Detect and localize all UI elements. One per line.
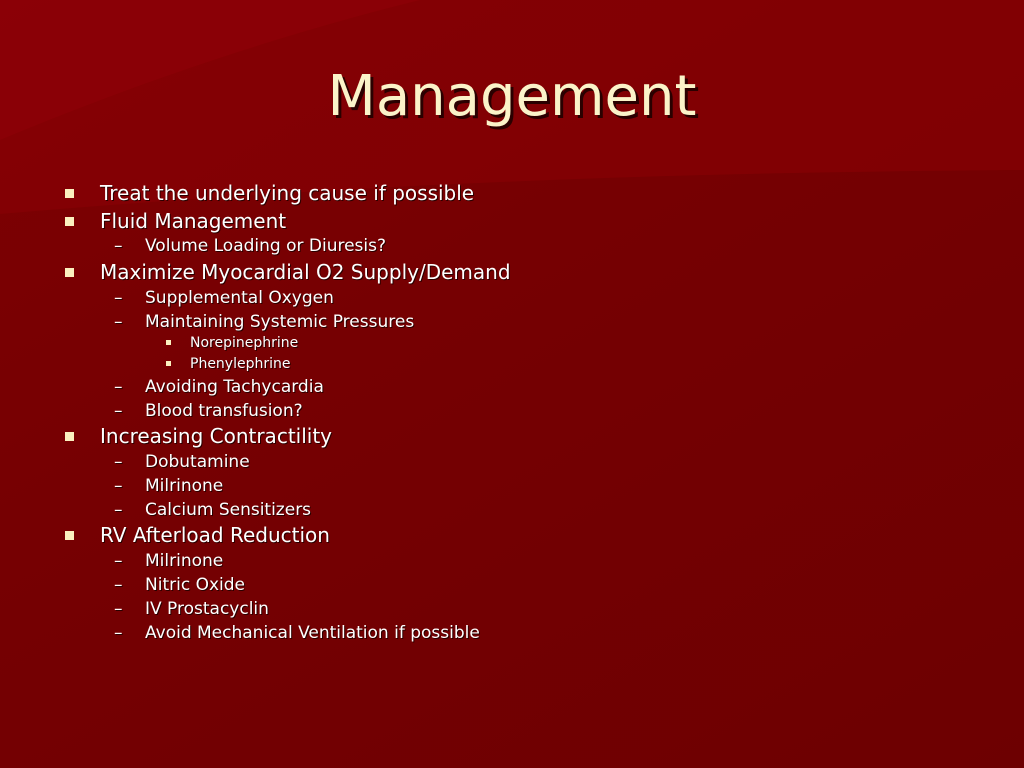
square-bullet-icon: [65, 189, 74, 198]
bullet-item: Maximize Myocardial O2 Supply/Demand: [100, 260, 511, 284]
sub-bullet-item: Milrinone: [145, 551, 224, 571]
dash-bullet-icon: –: [114, 452, 123, 472]
sub-bullet-item: Blood transfusion?: [145, 401, 303, 421]
dash-bullet-icon: –: [114, 312, 123, 332]
sub-bullet-item: Avoid Mechanical Ventilation if possible: [145, 623, 480, 643]
sub-bullet-item: Avoiding Tachycardia: [145, 377, 324, 397]
square-bullet-icon: [65, 217, 74, 226]
sub-bullet-item: Dobutamine: [145, 452, 250, 472]
sub-sub-bullet-item: Phenylephrine: [190, 356, 291, 372]
square-bullet-icon: [65, 432, 74, 441]
dash-bullet-icon: –: [114, 401, 123, 421]
sub-bullet-item: Calcium Sensitizers: [145, 500, 312, 520]
sub-bullet-item: Milrinone: [145, 476, 224, 496]
sub-sub-bullet-item: Norepinephrine: [190, 335, 299, 351]
bullet-item: Fluid Management: [100, 209, 287, 233]
small-square-bullet-icon: [166, 361, 171, 366]
square-bullet-icon: [65, 531, 74, 540]
dash-bullet-icon: –: [114, 377, 123, 397]
slide-title: Management: [327, 64, 697, 129]
dash-bullet-icon: –: [114, 476, 123, 496]
sub-bullet-item: Maintaining Systemic Pressures: [145, 312, 415, 332]
dash-bullet-icon: –: [114, 236, 123, 256]
sub-bullet-item: IV Prostacyclin: [145, 599, 269, 619]
small-square-bullet-icon: [166, 340, 171, 345]
sub-bullet-item: Supplemental Oxygen: [145, 288, 334, 308]
dash-bullet-icon: –: [114, 288, 123, 308]
dash-bullet-icon: –: [114, 551, 123, 571]
sub-bullet-item: Volume Loading or Diuresis?: [145, 236, 387, 256]
bullet-item: Treat the underlying cause if possible: [100, 181, 475, 205]
sub-bullet-item: Nitric Oxide: [145, 575, 245, 595]
bullet-item: RV Afterload Reduction: [100, 523, 330, 547]
bullet-item: Increasing Contractility: [100, 424, 333, 448]
dash-bullet-icon: –: [114, 575, 123, 595]
square-bullet-icon: [65, 268, 74, 277]
dash-bullet-icon: –: [114, 500, 123, 520]
dash-bullet-icon: –: [114, 623, 123, 643]
dash-bullet-icon: –: [114, 599, 123, 619]
